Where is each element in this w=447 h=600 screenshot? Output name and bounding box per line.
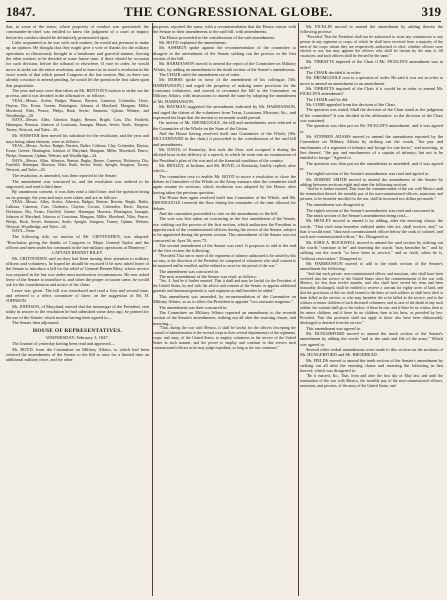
header-title: THE CONGRESSIONAL GLOBE.	[123, 4, 333, 19]
paragraph: Mr. HENLEY, of Indiana, and Mr. BOYD, of Kentucky, briefly replied; after which—	[153, 162, 296, 174]
paragraph: The amendment was concurred in, and the resolution was ordered to be engrossed, and read a third time.	[6, 178, 149, 189]
paragraph: The following title, on motion of Mr. CRITTENDEN, was adopted: "Resolution giving the thanks of Congress to Major General Taylor and the officers and men under his command in the late military operations at Monterey."	[6, 234, 149, 251]
house-heading: HOUSE OF REPRESENTATIVES.	[32, 328, 123, 335]
paragraph: The CHAIR said he did.	[306, 96, 349, 102]
paragraph: Mr. FIELDS moved to amend the tenth section of the Senate's amendment by striking out all after the enacting clause and inserting the following in lieu thereof, which was disagreed to:	[300, 357, 443, 374]
paragraph: "Sec. 4. And be it further enacted, That it shall and may be lawful for the President of the United States, by and with the advice and consent of the Senate, to appoint additional generals and lieutenant-generals to such regiment as shall hereafter be added."	[153, 279, 296, 293]
paragraph: By unanimous consent, it was then read a third time; and the question being on its passage, the yeas and nays were taken, and are as follows:	[6, 189, 149, 200]
paragraph: Mr. ASHMUN spoke against the recommendation of the committee to disagree to the amendment of the Senate striking out the proviso in the first section of the bill.	[153, 45, 296, 62]
paragraph: Mr. FICKLIN moved to amend the amendment by adding thereto the following proviso:	[300, 24, 443, 35]
section-heading: CAPTAIN BENNET RILEY.	[51, 250, 103, 256]
paragraph: Mr. TIBBATTS inquired of the Chair if Mr. FICKLIN'S amendment was in order?	[300, 59, 443, 70]
paragraph: The amendment was disagreed to.	[306, 202, 366, 208]
column-3	[300, 24, 443, 596]
paragraph: This amendment was agreed to.	[306, 325, 362, 331]
paragraph: "That, during the war with Mexico, it shall be lawful for the officers (excepting the council of administration to the several corps in their several departments) of the regiments, corps, and army, of the United States, to employ volunteers in the service of the United States in such manner, and the power to employ and continue in that service such commissioned officers as he may judge expedient, so long as the war continues."	[153, 325, 296, 350]
paragraph: The question was stated, Shall the decision of the Chair stand as the judgment of the committee? It was decided in the affirmative: so the decision of the Chair was sustained.	[300, 107, 443, 123]
paragraph: Mr. JOHNSON, of Maryland, moved that the messenger of the President, sent today in answer to the resolution he had submitted some days ago, be printed for the use of the Senate; which motion having been agreed to—	[6, 303, 149, 320]
paragraph: The Senate then adjourned.	[12, 319, 60, 325]
paragraph: The ninth section of the Senate's amendments being read—	[306, 212, 410, 218]
paragraph: Mr. STEPHEN ADAMS moved to amend the amendment reported by the Committee on Military Affairs by striking out the words, "the pay and emoluments of a regiment of infantry and forage for one horse," and inserting, in lieu thereof, "the pay and emoluments of a captain of infantry; but not to be entitled to forage:" Agreed to.	[300, 134, 443, 161]
paragraph: The amendment was then concurred in.	[159, 304, 228, 310]
paragraph: The vote was first taken on concurring in the first amendment of the Senate, viz: striking out the proviso of the first section, which authorizes the President to appoint each of the commissioned officers during the recess of the Senate, subject to be appointed during the present session. This amendment of the Senate was not concurred in: Ayes 56, noes 75.	[153, 216, 296, 243]
paragraph: purposes, reported the same, with a recommendation that the House concur with the Senate in their amendments to the said bill, with amendments.	[153, 24, 296, 35]
paragraph: The second amendment of the Senate was read. It proposes to add at the end of the first section the following:	[153, 243, 296, 254]
paragraph: YEAS—Messrs. Archer, Badger, Benton, Berrien, Cameron, Crittenden, Davis, Dayton, Dix, Evans, Greene, Huntington, Johnson of Maryland, Mangum, Miller, Morehead, Niles, Pearce, Phelps, Rusk, Sevier, Simmons, Upham, Webster, and Woodbridge—28.	[6, 98, 149, 118]
paragraph: Mr. MORSE spoke in favor of the amendment of his colleague, [Mr. HARMANSON,] and urged the propriety of making some provision for the Louisiana volunteers, and moved to recommit the bill to the Committee on Military Affairs, with instructions to amend the same by adopting the amendment of Mr. HARMANSON.	[153, 77, 296, 104]
paragraph: This amendment was amended, by recommendation of the Committee on Military Affairs, so as to allow the President to appoint "two assistant surgeons."	[153, 293, 296, 305]
paragraph: "Provided, That the President shall not be authorized to issue any commission to any person in any regiment or corps, of which he shall have received from a majority of the men of the corps whom they are respectively authorized to elect, whether officers were elected or not, but may appoint the officers who shall be chosen by the men to fill vacancies; and such officers shall be elected by the same."	[300, 34, 443, 59]
paragraph: Mr. JOHN A. ROCKWELL moved to amend the said section by striking out the words "continue to be" and inserting the words "may hereafter be," and by striking out the words "or have been in service," and so forth, when he is, "without reservation." Disagreed to.	[300, 239, 443, 261]
paragraph: The eighth section of the Senate's amendments was read and agreed to.	[306, 171, 430, 177]
paragraph: Leave was given. The bill was introduced and read a first and second time, and referred to a select committee of three, on the suggestion of Mr. H. JOHNSON.	[6, 287, 149, 304]
paragraph: The Committee on Military Affairs reported an amendment to the seventh section of the Senate's amendments, striking out all after the enacting clause, and inserting—	[153, 309, 296, 326]
paragraph: The eighth section of the Senate's amendments was read and concurred in.	[306, 207, 436, 213]
column-1	[6, 24, 149, 596]
paragraph: Several other verbal amendments were made to this section on the motions of Mr. HUNGERFORD and Mr. BRODHEAD.	[300, 347, 443, 358]
paragraph: Little acquainted as he was with such matters, he would not presume to make up an opinion. He thought that they might give a vote of thanks for the military operations so illustriously brought in a handsome and graceful manner, leaving the other matters to be decided at some future time, if there should be occasion for such decision, before the tribunal or elsewhere. If vote in order, he would move to strike out the entire resolution, and to insert in its stead a resolution in the exact words of that which passed Congress at the last session. But, as there was already a motion to amend pending, he would let the question be first taken upon that proposition.	[6, 40, 149, 88]
paragraph: The next amendment of the Senate was read, as follows:	[159, 273, 257, 279]
paragraph: Mr. HARMANSON moved to add to the ninth section of the Senate's amendment the following:	[300, 260, 443, 272]
paragraph: NAYS—Messrs. Allen, Atherton, Benton, Bagby, Breese, Cameron, Dickinson, Dix, Fairfield, Hannegan, Houston, Niles, Rusk, Sevier, Soule, Speight, Sturgeon, Turney, Westcott, and Yulee—20.	[6, 158, 149, 173]
paragraph: The resolution, as amended, was then reported to the Senate.	[12, 173, 118, 179]
header-year: 1847.	[6, 4, 36, 19]
paragraph: Mr. DAVIS, of Kentucky, first took the floor, and occupied it during the allotted hour in the delivery of a speech, in which he went into an examination of the President's plan of the war and of the financial condition of the country.	[153, 146, 296, 163]
paragraph: Mr. COBB appealed from the decision of the Chair.	[306, 101, 396, 107]
paragraph: The CHAIR decided it in order.	[306, 69, 362, 75]
paragraph: And the committee proceeded to vote on the amendments to the bill.	[159, 211, 278, 217]
paragraph: Mr. TIBBATTS inquired of the Chair if it would be in order to amend Mr. FICKLIN'S amendment?	[300, 85, 443, 97]
paragraph: Mr. HARMANSON moved to amend the report of the Committee on Military Affairs, by adding an amendment to the ninth section of the Senate's amendments.	[153, 61, 296, 72]
paragraph: Mr. ROBERT SMITH moved to amend the amendment of the Senate by adding between sections eight and nine the following section:	[300, 176, 443, 188]
paragraph: The question was then put on Mr. FICKLIN'S amendment, and it was agreed to.	[300, 123, 443, 134]
paragraph: The House then again resolved itself into Committee of the Whole, and Mr. DROMGOOLE renewed the floor during the remainder of the time allowed for debate.	[153, 195, 296, 211]
paragraph: The Journal of yesterday having been read and approved—	[12, 341, 115, 347]
paragraph: The yeas and nays were then taken on Mr. BENTON'S motion to strike out the proviso, and it was decided in the affirmative, as follows:	[6, 88, 149, 99]
paragraph: "And that each private, non-commissioned officer, and musician, who shall have been received into the service of the United States since the commencement of the war with Mexico, for less than twelve months, and who shall have served his term and been honorably discharged, shall be entitled to receive a warrant for eighty acres of land, and that the provisions of this act shall extend to the heirs of such soldiers as shall have died or been killed in the service, or who may hereafter die or be killed in the service, and to the widows or minor children of such deceased volunteers; and in case of the death of any such soldier, the warrant shall go to his widow, if there be one; and if there be no widow, then to his minor children; and if there be no children, then to his heirs, as provided by law; Provided, That this provision shall not apply to those who have been dishonorably discharged or deserted from the service."	[300, 271, 443, 325]
paragraph: Mr. BAYMAN suggested the amendment indicated by Mr. HARMANSON, and urged the claims of the volunteers from Texas, Louisiana, Missouri, &c., and expressed his hope that the motion to recommit would prevail.	[153, 104, 296, 120]
paragraph: Mr. HENLEY moved to amend it by adding, after the enacting clause, the words, "That each man hereafter enlisted under this act, shall receive, and," so that it would read, "that each commissioned officer below the rank of colonel, and each non-commissioned officer," &c. Disagreed to.	[300, 218, 443, 240]
paragraph: NAYS—None.	[12, 229, 36, 234]
paragraph: Mr. HUNGERFORD moved to amend the ninth section of the Senate's amendment by adding the words "and to the rank and file of the army." Which was agreed to.	[300, 330, 443, 347]
paragraph: And the House having resolved itself into Committee of the Whole, (Mr. MCCLERNAND in the chair,) it proceeded to the consideration of the said bill and amendments.	[153, 130, 296, 147]
paragraph: that, in some of the states, where propriety of conduct was questioned, the commander-in-chief was entitled to know the judgment of a court of inquiry before his conduct should be definitively pronounced upon.	[6, 24, 149, 40]
column-rule	[298, 23, 299, 596]
paragraph: YEAS—Messrs. Archer, Badger, Berrien, Butler, Calhoun, Clay, Crittenden, Dayton, Evans, Greene, Huntington, Johnson of Maryland, Mangum, Miller, Morehead, Pearce, Phelps, Simmons, Upham, Webster, and Woodbridge—24.	[6, 143, 149, 158]
column-2	[153, 24, 296, 596]
paragraph: The committee rose to enable Mr. BOYD to move a resolution to close the debate in Committee of the Whole on the Army measure after the committee shall again resume its sessions; which resolution was adopted by the House, after having taken the previous question.	[153, 173, 296, 195]
header-page-number: 319	[421, 4, 441, 19]
paragraph: Mr. BOYD explained the amendments.	[159, 40, 228, 46]
paragraph: "And be it further enacted, That from the commencement of the war with Mexico until the termination thereof, the monthly pay of the non-commissioned officers, musicians, and privates, to be hereafter enrolled for the war, shall be increased two dollars per month."	[300, 187, 443, 202]
paragraph: Mr. DROMGOOLE rose to a question of order. He said it was not in order to move to amend an amendment to an amendment.	[300, 75, 443, 86]
paragraph: The CHAIR ruled the amendment out of order.	[159, 72, 241, 78]
paragraph: Mr. BOYD, from the Committee on Military Affairs, to which had been referred the amendments of the Senate to the bill to raise for a limited time an additional military force, and for other	[6, 346, 149, 363]
paragraph: On motion of Mr. DROMGOOLE, the bill and amendments were referred to the Committee of the Whole on the State of the Union.	[153, 120, 296, 131]
paragraph: The amendment was concurred in.	[159, 268, 219, 274]
paragraph: Mr. CRITTENDEN said on they had been turning their attention to military officers and volunteers, he hoped he should be excused if he now asked leave of the Senate to introduce a bill for the relief of General Bennet Riley, whose service was required in the last war under most meritorious circumstances. He now asked leave of the Senate to introduce it, and when the proper occasion came, he would ask for the consideration and notice of his claim.	[6, 255, 149, 288]
paragraph: "Be it enacted, &c., That, from and after the first day of May last, and until the termination of the war with Mexico, the monthly pay of the non-commissioned officers, musicians, and privates, of the army of the United States, and	[300, 373, 443, 388]
paragraph: "Provided, That one or more of the regiments of infantry authorized to be raised by this act may, at the discretion of the President, be composed of volunteers who shall consent to be mustered and be enrolled, and be enlisted to serve for the period of the war."	[153, 253, 296, 268]
house-date: WEDNESDAY, February 3, 1847.	[45, 335, 110, 341]
paragraph: Mr. WEBSTER then moved his substitute for the resolution; and the yeas and nays being taken thereon, were as follows:	[6, 133, 149, 144]
paragraph: The question was then put on the amendment as amended; and it was agreed to.	[300, 160, 443, 172]
paragraph: The House proceeded to the consideration of the said amendments.	[159, 34, 276, 40]
paragraph: NAYS—Messrs. Allen, Atherton, Bagby, Benton, Bright, Cass, Dix, Fairfield, Hannegan, Houston, Johnson of Louisiana, Jarnagin, Mason, Sevier, Soule, Sturgeon, Turney, Westcott, and Yulee—20.	[6, 118, 149, 133]
paragraph: YEAS—Messrs. Allen, Archer, Atherton, Badger, Benton, Berrien, Bright, Butler, Calhoun, Cameron, Cass, Chalmers, Clayton, Corwin, Crittenden, Davis, Dayton, Dickinson, Dix, Evans, Fairfield, Greene, Hannegan, Houston, Huntington, Jarnagin, Johnson of Maryland, Johnson of Louisiana, Mangum, Miller, Morehead, Niles, Pearce, Phelps, Rusk, Sevier, Simmons, Soule, Speight, Sturgeon, Turney, Upham, Webster, Westcott, Woodbridge, and Yulee—44.	[6, 200, 149, 229]
page-header	[6, 4, 441, 22]
